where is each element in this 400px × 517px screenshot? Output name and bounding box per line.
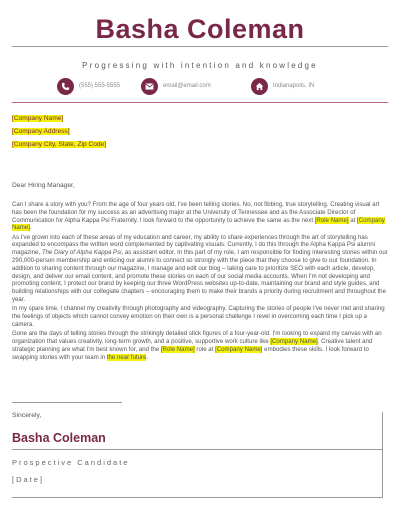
phone-icon [57,78,74,95]
paragraph-3: In my spare time, I channel my creativity through photography and videography. Capturing the stories of people I've never met and sharing the feelings of objects which cannot convey emotion on their own is a personal challenge I revel in overcoming each time I pick up a camera. [12,305,385,328]
email-address: email@email.com [163,83,211,89]
header-divider [12,46,388,47]
signature-divider [12,402,122,403]
applicant-name: Basha Coleman [95,14,305,44]
signature-frame-bottom [12,497,383,498]
tagline: Progressing with intention and knowledge [82,61,318,70]
signature-name: Basha Coleman [12,431,106,445]
salutation: Dear Hiring Manager, [12,182,75,189]
contact-divider [12,102,388,103]
phone-number: (555) 555-5555 [79,83,121,89]
closing-sincerely: Sincerely, [12,412,42,419]
contact-phone [57,77,120,95]
home-icon [251,78,268,95]
recipient-company-address: [Company Address] [12,128,70,135]
candidate-title: Prospective Candidate [12,458,130,467]
location: Indianapolis, IN [273,83,315,89]
contact-email [141,77,211,95]
paragraph-1: Can I share a story with you? From the age of four years old, I've been telling stories. No, not fibbing, true storytelling. Creating visual art has been the foundation for my success as an advertising major at the University of Tennessee and as the Associate Director of Communication for Alpha Kappa Psi Fraternity. I look forward to the opportunity to achieve the same as the next [Role Name] at [Company Name]. [12,201,385,232]
contact-location [251,77,314,95]
recipient-company-city: [Company City, State, Zip Code] [12,141,107,148]
signature-frame-right [382,412,383,498]
name-divider [12,449,382,450]
letter-body [12,201,388,363]
paragraph-2: As I've grown into each of these areas of my education and career, my ability to share experiences through the art of storytelling has expanded to encompass the written word complemented by captivating visuals. Currently, I do this through the Alpha Kappa Psi alumni magazine, The Diary of Alpha Kappa Psi, as assistant editor. In this part of my role, I am responsible for finding interesting stories within our 290,000-person membership and enticing our alumni to connect so strongly with the piece that they choose to give to our foundation. In addition to sharing content through our magazine, I manage and edit our blog – taking care to prioritize SEO with each article, develop, design, and deliver our email content, and promote these stories on each of our social media accounts. When I'm not developing and promoting content, I protect our brand by keeping our three WordPress websites up-to-date, maintaining our brand and style guides, and building relationships with our collegiate chapters – encouraging them to make their brands a priority during recruitment and throughout the year. [12,233,388,304]
letter-date: [Date] [12,475,45,484]
envelope-icon [141,78,158,95]
paragraph-4: Gone are the days of telling stories through the strikingly detailed stick figures of a four-year-old. I'm looking to expand my canvas with an organization that values creativity, long-term growth, and a positive, supportive work culture like [Company Name]. Creative talent and strategic planning are what I'm best known for, and the [Role Name] role at [Company Name] embodies these skills. I look forward to swapping stories with your team in the near future. [12,330,382,361]
recipient-company-name: [Company Name] [12,115,64,122]
